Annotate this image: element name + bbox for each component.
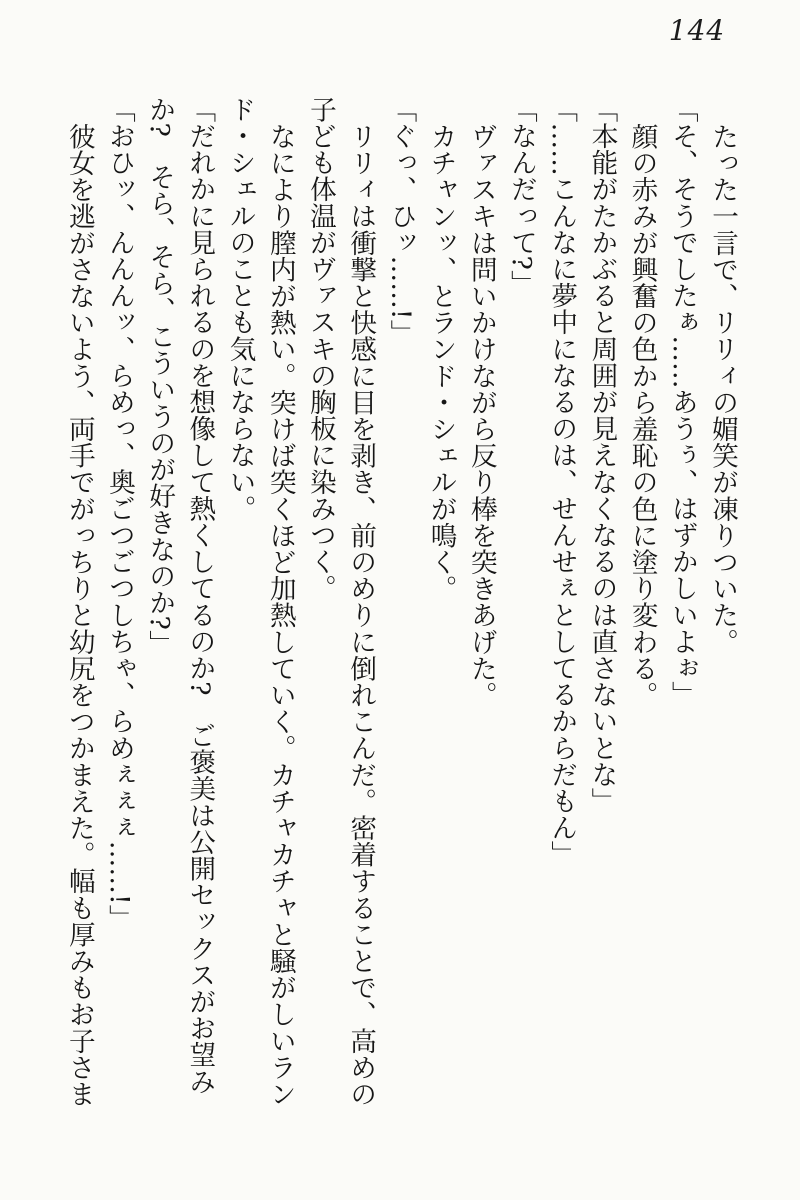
text-line: たった一言で、リリィの媚笑が凍りついた。	[707, 122, 738, 655]
text-line: 「ぐっ、ひッ……!」	[385, 96, 417, 347]
vertical-text-block	[59, 96, 742, 1108]
text-line: 「おひッ、んんんッ、らめっ、奥ごつごつしちゃ、らめぇぇぇ……!」	[103, 96, 135, 932]
text-line: 「……こんなに夢中になるのは、せんせぇとしてるからだもん」	[546, 96, 578, 868]
text-line: 「そ、そうでしたぁ……あうぅ、はずかしいよぉ」	[666, 96, 698, 708]
text-line: 「本能がたかぶると周囲が見えなくなるのは直さないとな」	[586, 96, 618, 815]
text-line: 「なんだって?」	[505, 96, 537, 297]
text-line: カチャンッ、とランド・シェルが鳴く。	[425, 122, 457, 602]
text-line: ヴァスキは問いかけながら反り棒を突きあげた。	[465, 122, 497, 708]
text-line: 「だれかに見られるのを想像して熱くしてるのか? ご褒美は公開セックスがお望みか? そら、そら、こういうのが好きなのか?」	[144, 96, 216, 1095]
text-line: リリィは衝撃と快感に目を剥き、前のめりに倒れこんだ。密着することで、高めの子ども体温がヴァスキの胸板に染みつく。	[304, 96, 377, 1107]
page-number: 144	[668, 14, 726, 47]
text-line: 彼女を逃がさないよう、両手でがっちりと幼尻をつかまえた。幅も厚みもお子さま	[63, 122, 95, 1107]
text-line: 顔の赤みが興奮の色から羞恥の色に塗り変わる。	[626, 122, 658, 708]
text-line: なにより膣内が熱い。突けば突くほど加熱していく。カチャカチャと騒がしいランド・シェルのことも気にならない。	[224, 96, 296, 1107]
